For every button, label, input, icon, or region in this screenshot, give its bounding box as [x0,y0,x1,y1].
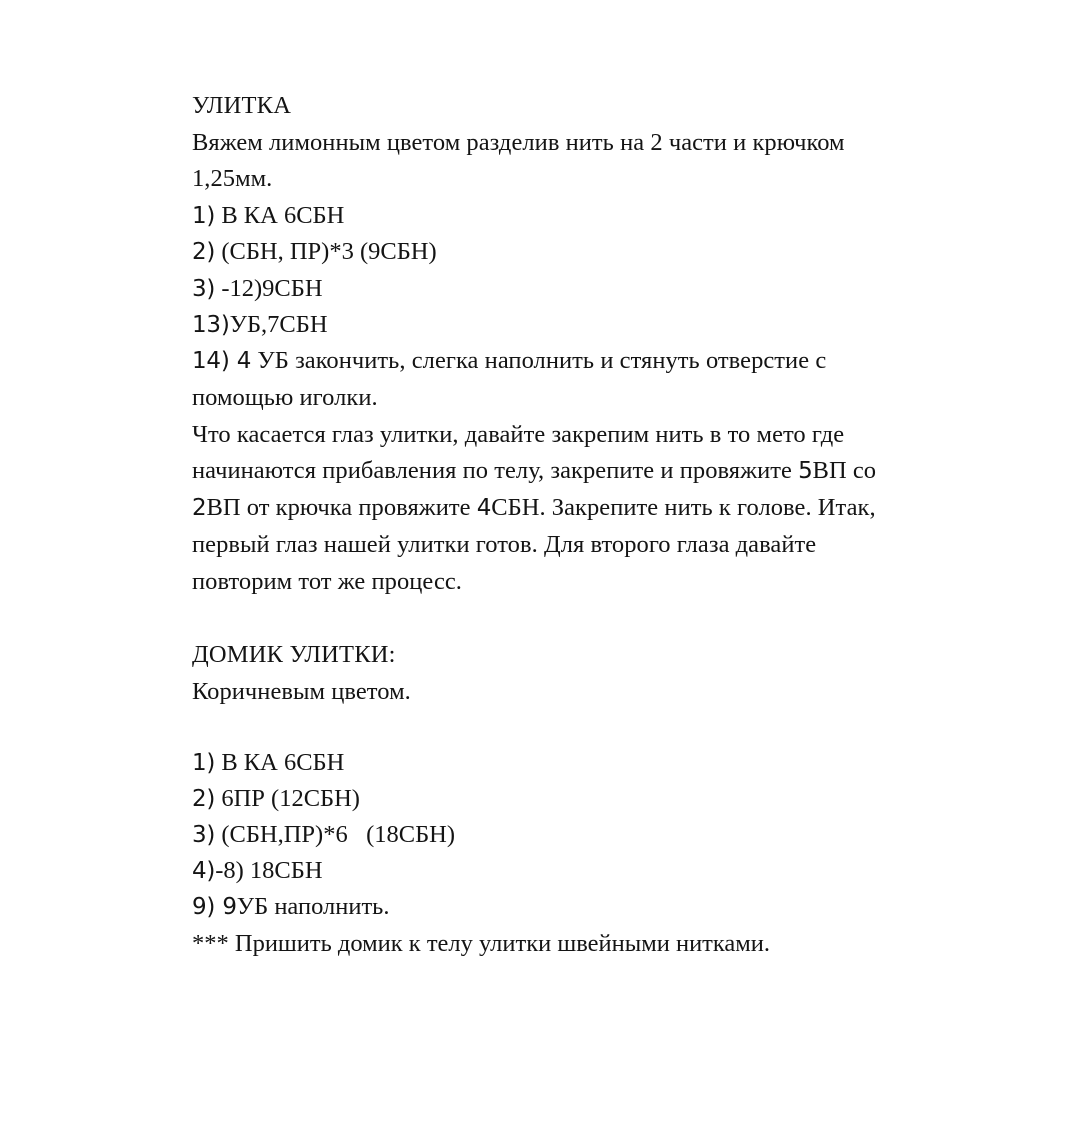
section-intro-snail-house: Коричневым цветом. [192,677,411,705]
document-body [192,88,892,962]
step-text: УБ закончить, слегка наполнить и стянуть отверстие с помощью иголки. [192,347,827,411]
section-intro-snail: Вяжем лимонным цветом разделив нить на 2 части и крючком 1,25мм. [192,128,845,193]
step-text: В КА 6СБН [215,748,345,776]
step-number: 2) [192,239,216,266]
step-number: 4) [192,858,216,885]
pattern-step-row [192,271,892,307]
pattern-step-row [192,853,892,889]
paragraph-part: СБН. Закрепите нить к голове. Итак, первый глаз нашей улитки готов. Для второго глаза давайте повторим тот же процесс. [192,494,876,595]
pattern-final-step-snail [192,343,882,417]
step-text: УБ наполнить. [236,893,390,921]
section-heading-snail: УЛИТКА [192,92,292,119]
step-number: 3) [192,275,216,302]
step-text: УБ,7СБН [229,310,328,338]
pattern-step-row [192,745,892,781]
step-text: -12)9СБН [215,274,323,302]
eyes-instructions-paragraph [192,417,882,601]
paragraph-part: ВП от крючка провяжите [206,494,477,522]
pattern-fill-step-row [192,889,892,925]
note-text: Пришить домик к телу улитки швейными нитками. [228,929,771,957]
stitch-count: 2 [192,495,207,522]
step-number: 1) [192,203,216,230]
paragraph-part: Что касается глаз улитки, давайте закрепим нить в то мето где начинаются прибавления по телу, закрепите и провяжите [192,420,845,485]
step-number: 1) [192,749,216,776]
pattern-step-row [192,198,892,234]
pattern-step-row [192,307,892,343]
step-number: 13) [192,311,230,338]
step-text: В КА 6СБН [215,202,345,230]
pattern-step-row [192,234,892,270]
step-count [230,348,237,374]
step-text: (СБН,ПР)*6 (18СБН) [215,820,456,848]
section-heading-snail-house: ДОМИК УЛИТКИ: [192,641,396,669]
step-number: 3) [192,821,216,848]
stitch-count: 4 [476,495,492,522]
stitch-count: 5 [798,458,813,485]
pattern-step-row [192,817,892,853]
step-text: (СБН, ПР)*3 (9СБН) [215,238,437,266]
section-gap [192,601,892,638]
step-count-value: 9 [222,894,237,921]
note-marker: *** [192,929,229,957]
pattern-step-row [192,781,892,817]
step-count-value: 4 [236,348,252,374]
step-number: 14) [192,348,230,374]
intro-gap [192,711,892,745]
step-text: 6ПР (12СБН) [215,784,360,812]
step-number: 2) [192,785,216,812]
step-text: -8) 18СБН [215,857,323,885]
assembly-note [192,926,892,962]
step-number: 9) [192,894,216,921]
paragraph-part: ВП со [812,457,877,485]
